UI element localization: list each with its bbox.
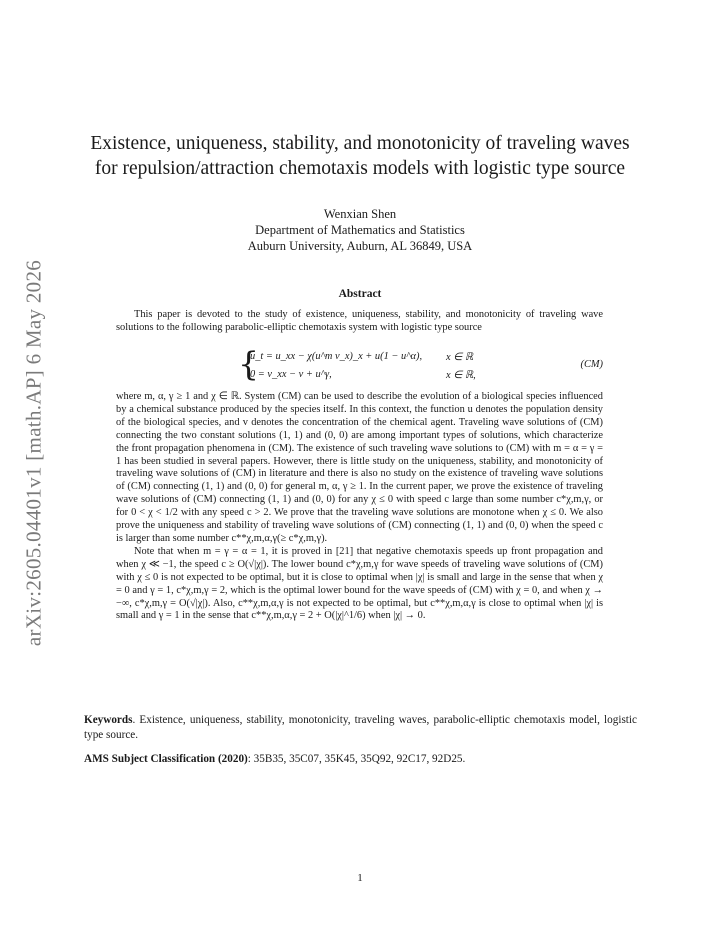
author-block <box>60 206 660 254</box>
ams-label: AMS Subject Classification (2020) <box>84 753 248 765</box>
equation-line-2: 0 = v_xx − v + u^γ, <box>250 369 332 380</box>
affiliation-department: Department of Mathematics and Statistics <box>255 223 465 237</box>
page-number: 1 <box>357 872 363 884</box>
affiliation-university: Auburn University, Auburn, AL 36849, USA <box>247 239 473 253</box>
keywords <box>84 713 637 743</box>
system-cm-equation <box>116 344 603 385</box>
keywords-label: Keywords <box>84 714 133 726</box>
ams-classification <box>84 752 637 767</box>
arxiv-identifier-stamp <box>14 248 54 658</box>
equation-line-1: u_t = u_xx − χ(u^m v_x)_x + u(1 − u^α), <box>250 351 423 362</box>
title-line-2: for repulsion/attraction chemotaxis models with logistic type source <box>94 158 626 179</box>
equation-line-2-domain: x ∈ ℝ, <box>446 370 476 381</box>
arxiv-identifier-text: arXiv:2605.04401v1 [math.AP] 6 May 2026 <box>21 259 46 647</box>
equation-tag: (CM) <box>580 359 603 370</box>
abstract-intro <box>116 309 603 335</box>
paper-title <box>60 131 660 181</box>
abstract-intro-text: This paper is devoted to the study of existence, uniqueness, stability, and monotonicity of traveling wave solutions to the following parabolic-elliptic chemotaxis system with logistic type source <box>116 309 603 333</box>
abstract-body <box>116 391 603 623</box>
equation-brace: { <box>238 344 259 383</box>
abstract-note-text: Note that when m = γ = α = 1, it is proved in [21] that negative chemotaxis speeds up front propagation and when χ ≪ −1, the speed c ≥ O(√|χ|). The lower bound c*χ,m,γ for wave speeds of traveling wave solutions of (CM) with χ ≤ 0 is not expected to be optimal, but it is close to optimal when |χ| is small and large in the sense that when χ = 0 and γ = 1, c*χ,m,γ = 2, which is the optimal lower bound for the wave speeds of (CM) with χ = 0, and when χ → −∞, c*χ,m,γ = O(√|χ|). Also, c**χ,m,α,γ is not expected to be optimal, but c**χ,m,α,γ is close to optimal when |χ| is small and γ = 1 in the sense that c**χ,m,α,γ = 2 + O(|χ|^1/6) when |χ| → 0. <box>116 545 603 622</box>
abstract-heading: Abstract <box>338 288 382 300</box>
keywords-text: . Existence, uniqueness, stability, monotonicity, traveling waves, parabolic-elliptic chemotaxis model, logistic type source. <box>84 714 637 741</box>
ams-text: : 35B35, 35C07, 35K45, 35Q92, 92C17, 92D25. <box>247 753 466 765</box>
abstract-body-text: where m, α, γ ≥ 1 and χ ∈ ℝ. System (CM) can be used to describe the evolution of a biological species influenced by a chemical substance produced by the species itself. In this context, the function u denotes the population density of the biological species, and v denotes the concentration of the chemical agent. Traveling wave solutions of (CM) connecting the two constant solutions (1, 1) and (0, 0) are among important types of solutions, which characterize the front propagation phenomena in (CM). The existence of such traveling wave solutions to (CM) with m = α = γ = 1 has been studied in several papers. However, there is little study on the uniqueness, stability, and monotonicity of traveling wave solutions of (CM) in literature and there is also no study on the existence of traveling wave solutions of (CM) connecting (1, 1) and (0, 0) for general m, α, γ ≥ 1. In the current paper, we prove the existence of traveling wave solutions of (CM) connecting (1, 1) and (0, 0) for any χ ≤ 0 with speed c large than some number c*χ,m,γ, or for 0 < χ < 1/2 with any speed c > 2. We prove that the traveling wave solutions are monotone when χ ≤ 0. We also prove the uniqueness and stability of traveling wave solutions of (CM) connecting (1, 1) and (0, 0) when the speed c is larger than some number c**χ,m,α,γ(≥ c*χ,m,γ). <box>116 391 603 544</box>
title-line-1: Existence, uniqueness, stability, and monotonicity of traveling waves <box>90 133 630 154</box>
author-name: Wenxian Shen <box>323 207 397 221</box>
equation-line-1-domain: x ∈ ℝ <box>446 352 474 363</box>
